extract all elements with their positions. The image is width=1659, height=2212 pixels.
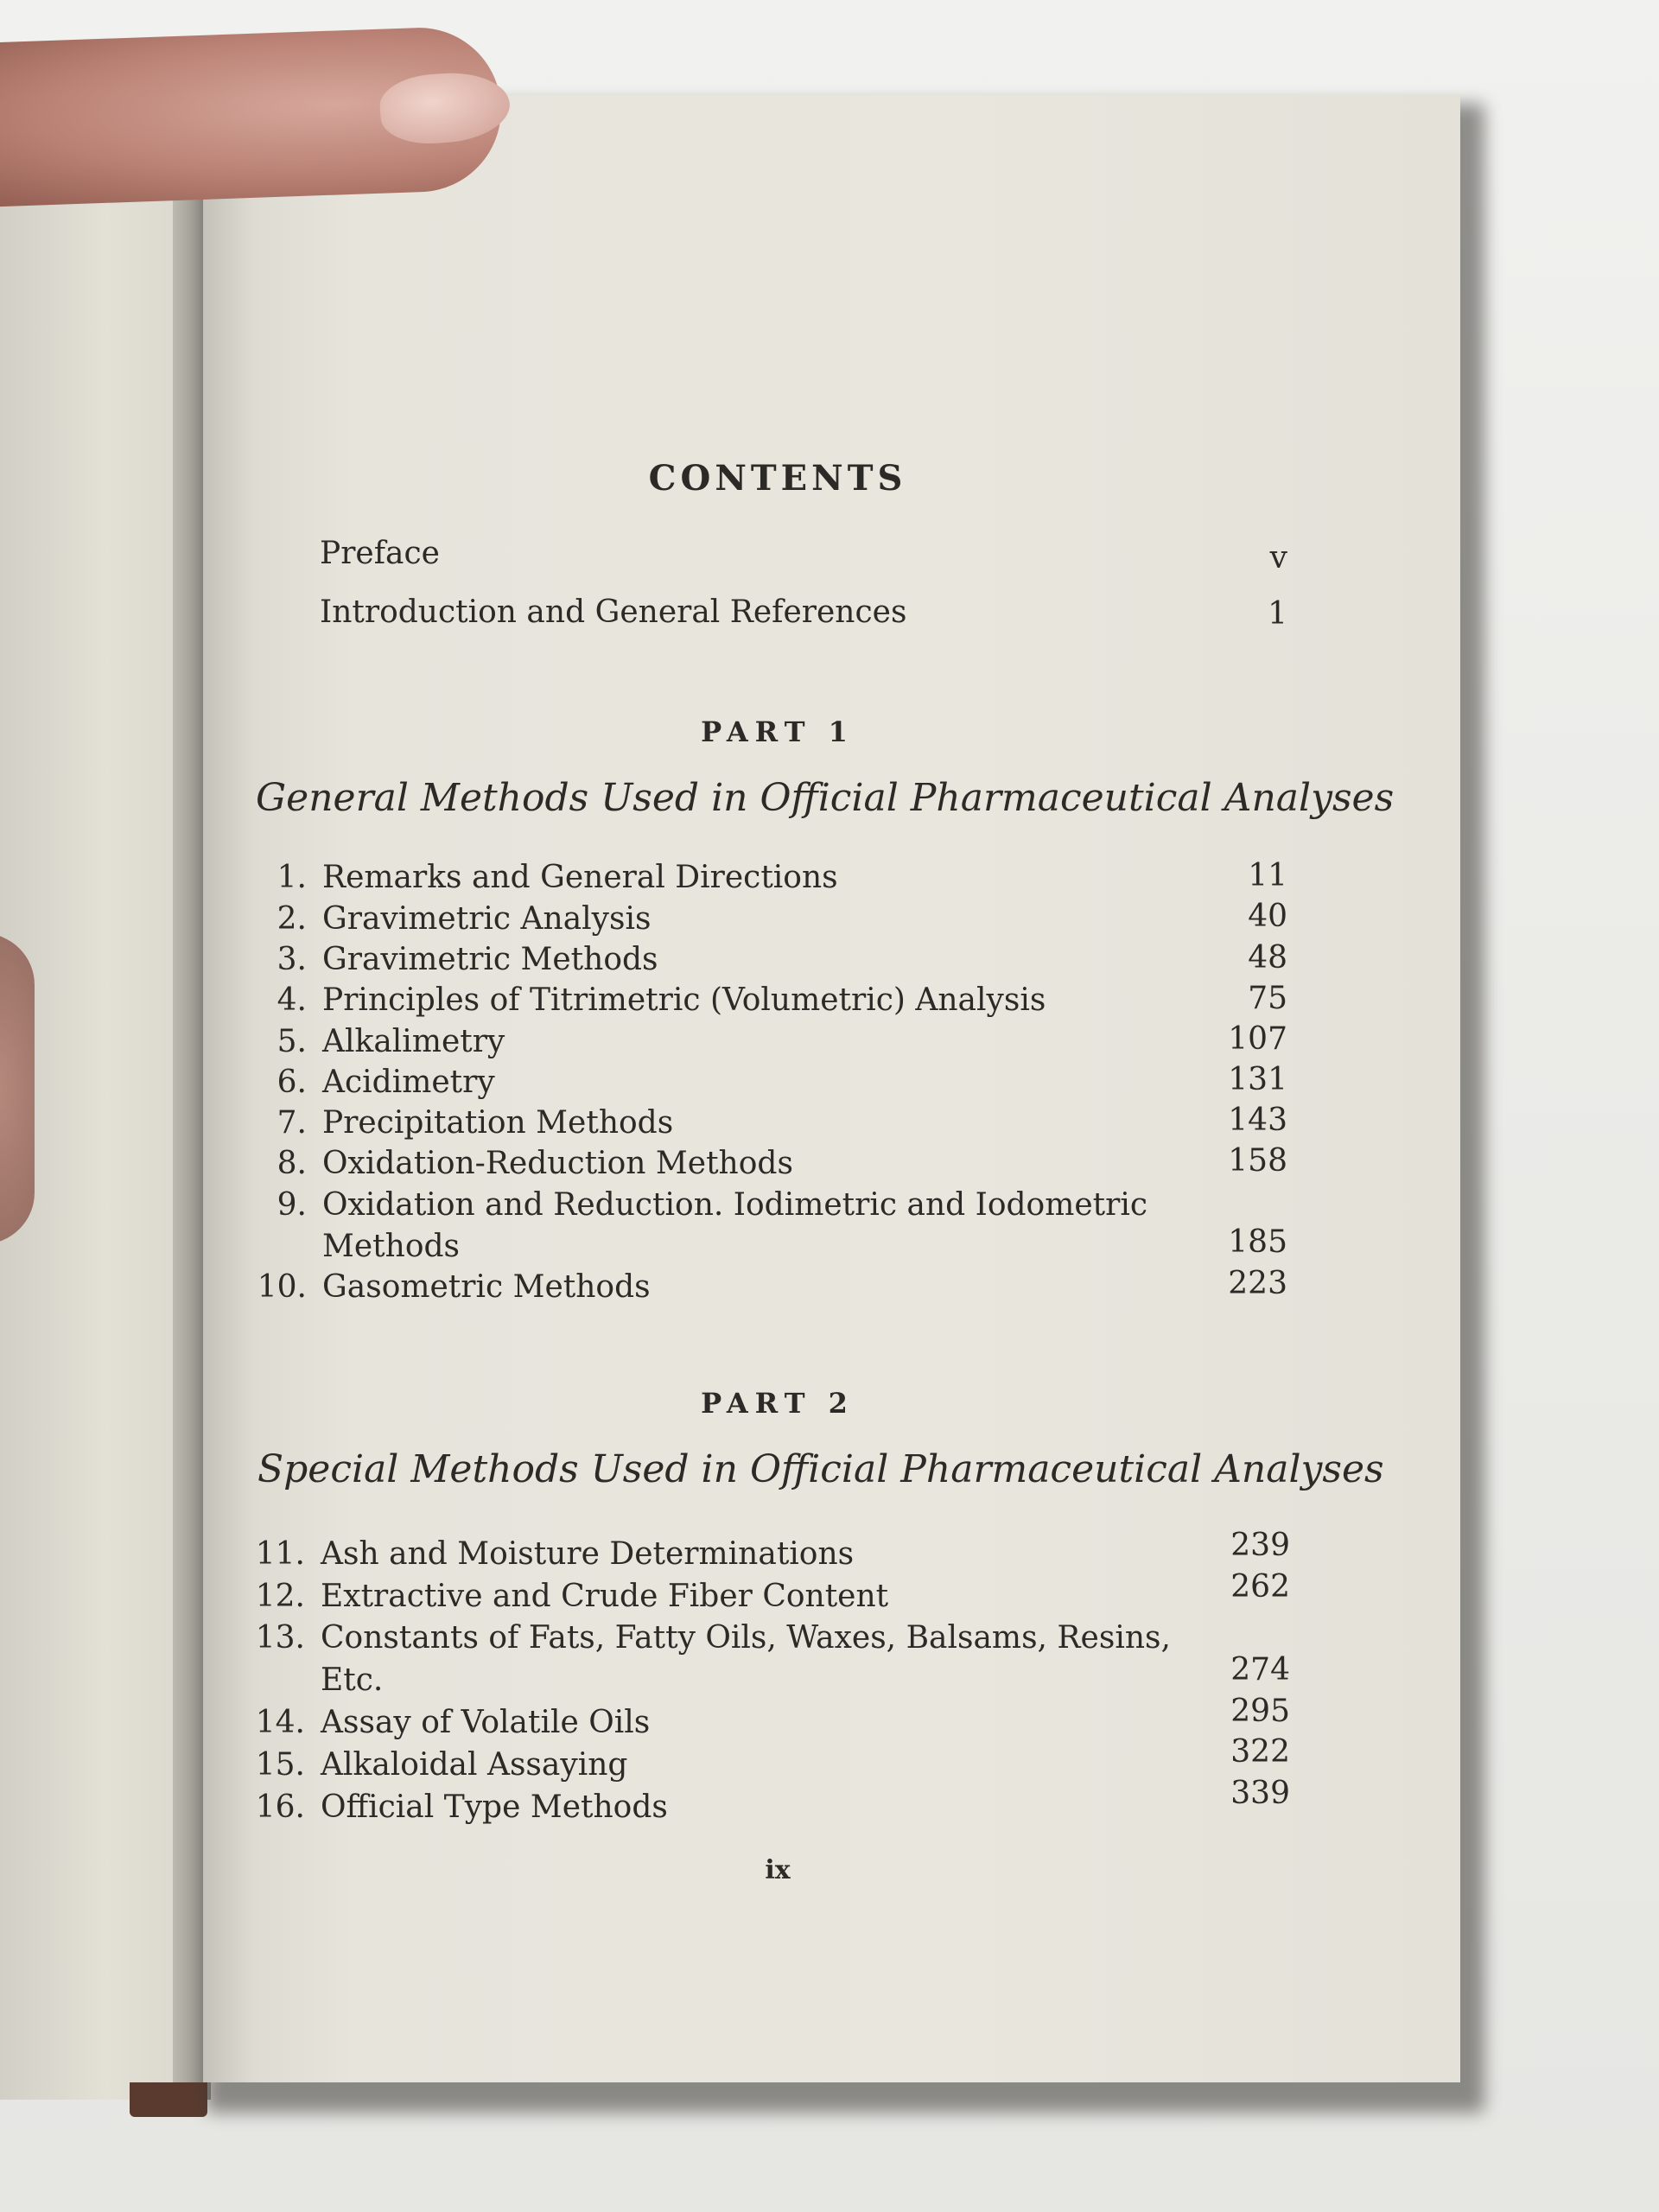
chapter-page: 262 — [1230, 1569, 1290, 1605]
chapter-page: 40 — [1248, 899, 1287, 934]
chapter-number: 8. — [276, 1146, 307, 1181]
chapter-number: 10. — [257, 1269, 307, 1305]
chapter-page: 75 — [1248, 981, 1287, 1016]
chapter-page: 48 — [1248, 940, 1287, 976]
chapter-number: 15. — [255, 1747, 305, 1783]
book-cover-edge — [130, 2082, 207, 2117]
chapter-page: 339 — [1230, 1776, 1290, 1811]
chapter-title: Alkalimetry — [322, 1024, 505, 1059]
chapter-title: Assay of Volatile Oils — [321, 1705, 651, 1740]
chapter-number: 14. — [255, 1705, 305, 1740]
chapter-page: 295 — [1230, 1694, 1290, 1729]
chapter-title: Gravimetric Analysis — [322, 901, 652, 937]
chapter-title-continuation: Methods — [322, 1229, 461, 1264]
chapter-page: 143 — [1228, 1103, 1287, 1138]
chapter-number: 12. — [255, 1579, 305, 1614]
chapter-number: 1. — [276, 860, 307, 895]
chapter-title: Constants of Fats, Fatty Oils, Waxes, Balsams, Resins, — [321, 1620, 1171, 1656]
chapter-page: 274 — [1230, 1652, 1290, 1688]
chapter-title: Ash and Moisture Determinations — [321, 1536, 855, 1572]
chapter-title: Oxidation and Reduction. Iodimetric and Iodometric — [322, 1187, 1148, 1223]
chapter-number: 4. — [276, 982, 307, 1018]
chapter-number: 3. — [276, 942, 307, 977]
chapter-number: 5. — [276, 1024, 307, 1059]
chapter-page: 322 — [1230, 1734, 1290, 1770]
front-matter-label: Introduction and General References — [320, 594, 907, 630]
chapter-title: Acidimetry — [322, 1065, 495, 1100]
chapter-title: Principles of Titrimetric (Volumetric) Analysis — [322, 982, 1046, 1018]
chapter-page: 11 — [1248, 858, 1287, 893]
blurred-finger — [0, 933, 35, 1244]
chapter-number: 2. — [276, 901, 307, 937]
chapter-title: Alkaloidal Assaying — [321, 1747, 628, 1783]
chapter-page: 131 — [1228, 1062, 1287, 1097]
front-matter-label: Preface — [320, 536, 440, 571]
chapter-number: 13. — [255, 1620, 305, 1656]
part-1-label: PART 1 — [701, 715, 855, 748]
chapter-title: Official Type Methods — [321, 1789, 668, 1825]
chapter-page: 158 — [1228, 1143, 1287, 1179]
front-matter-page: 1 — [1268, 596, 1287, 632]
chapter-title-continuation: Etc. — [321, 1662, 384, 1698]
front-matter-page: v — [1269, 540, 1287, 575]
chapter-page: 185 — [1228, 1224, 1287, 1260]
contents-heading: CONTENTS — [648, 458, 907, 499]
chapter-title: Gasometric Methods — [322, 1269, 651, 1305]
chapter-page: 107 — [1228, 1021, 1287, 1057]
chapter-number: 11. — [255, 1536, 305, 1572]
chapter-number: 16. — [255, 1789, 305, 1825]
part-2-label: PART 2 — [701, 1387, 855, 1420]
chapter-title: Remarks and General Directions — [322, 860, 838, 895]
chapter-title: Extractive and Crude Fiber Content — [321, 1579, 889, 1614]
page-folio: ix — [765, 1855, 791, 1885]
chapter-page: 239 — [1230, 1528, 1290, 1563]
chapter-number: 6. — [276, 1065, 307, 1100]
chapter-title: Precipitation Methods — [322, 1105, 674, 1141]
chapter-number: 7. — [276, 1105, 307, 1141]
chapter-number: 9. — [276, 1187, 307, 1223]
chapter-title: Gravimetric Methods — [322, 942, 658, 977]
chapter-title: Oxidation-Reduction Methods — [322, 1146, 793, 1181]
part-2-title: Special Methods Used in Official Pharmaceutical Analyses — [257, 1447, 1384, 1491]
chapter-page: 223 — [1228, 1266, 1287, 1301]
part-1-title: General Methods Used in Official Pharmaceutical Analyses — [256, 776, 1395, 820]
